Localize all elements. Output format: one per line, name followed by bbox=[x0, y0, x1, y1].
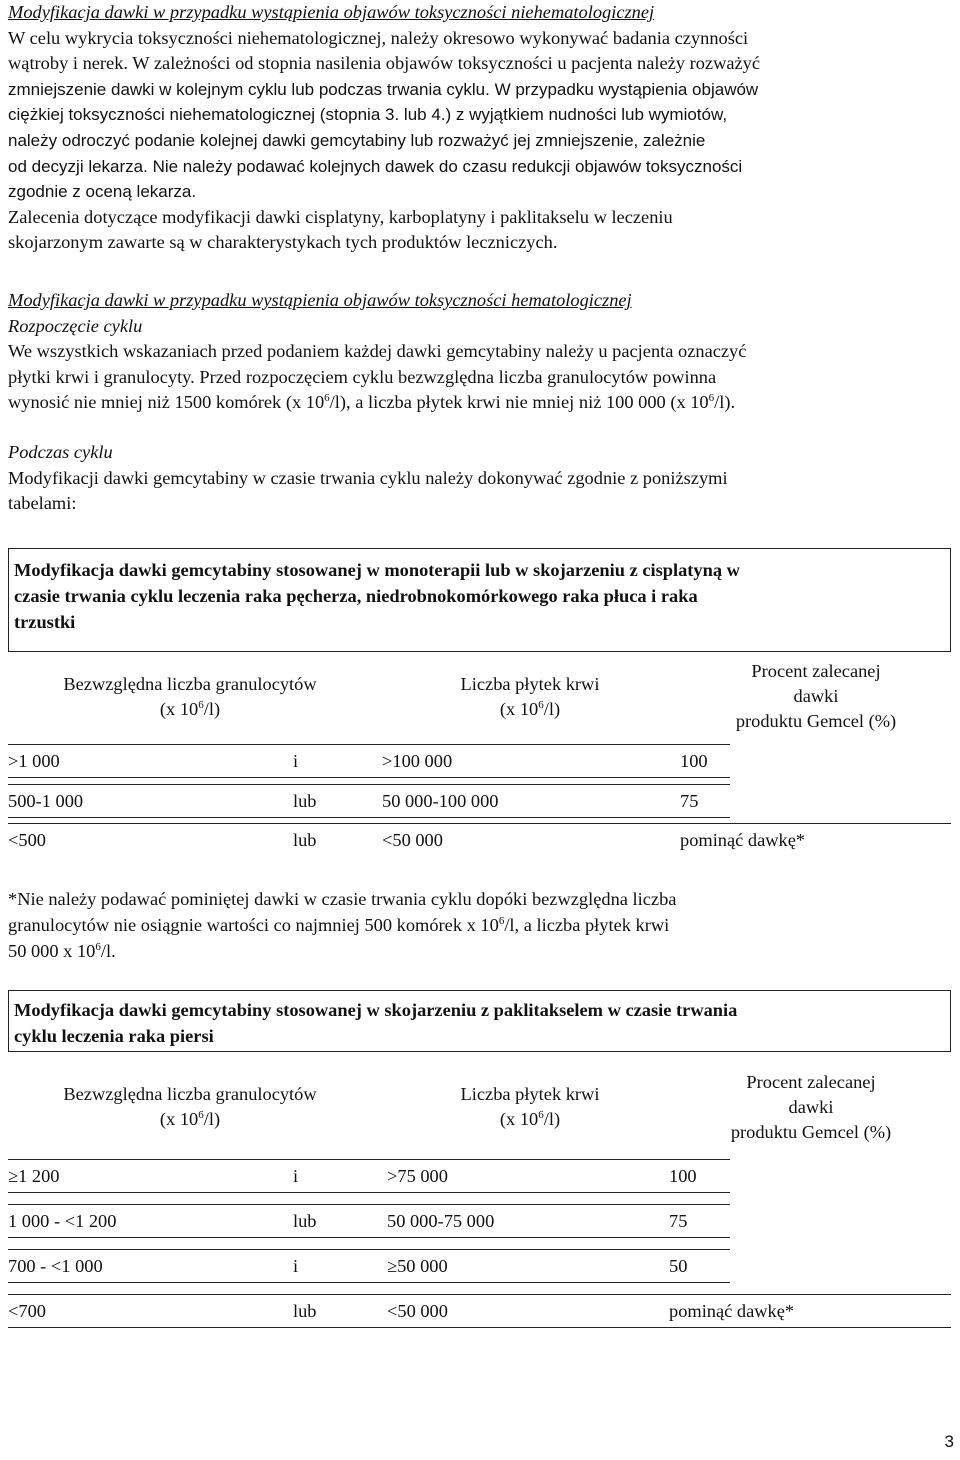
column-header-platelets bbox=[380, 672, 680, 722]
cell-operator: i bbox=[293, 1166, 299, 1186]
superscript: 6 bbox=[95, 941, 101, 953]
text-run: /l. bbox=[100, 941, 116, 961]
cell-operator: i bbox=[293, 1256, 299, 1276]
text-run: /l) bbox=[543, 1109, 561, 1129]
header-line: dawki bbox=[793, 686, 839, 706]
text-run: /l). bbox=[714, 392, 736, 413]
cell-percent: pominąć dawkę* bbox=[680, 830, 806, 850]
text-run: /l) bbox=[203, 1109, 221, 1129]
text-run: /l) bbox=[543, 699, 561, 719]
table-row bbox=[8, 1204, 730, 1238]
cell-operator: i bbox=[293, 751, 299, 771]
cell-granulocytes: 1 000 - <1 200 bbox=[8, 1211, 117, 1231]
cell-platelets: >75 000 bbox=[387, 1166, 448, 1186]
cell-granulocytes: >1 000 bbox=[8, 751, 60, 771]
cell-granulocytes: 700 - <1 000 bbox=[8, 1256, 103, 1276]
table-row bbox=[8, 823, 951, 856]
text-run: (x 10 bbox=[159, 1109, 199, 1129]
header-line: dawki bbox=[788, 1097, 834, 1117]
title-line: cyklu leczenia raka piersi bbox=[14, 1026, 214, 1046]
cell-platelets: 50 000-75 000 bbox=[387, 1211, 495, 1231]
paragraph-line: zgodnie z oceną lekarza. bbox=[8, 182, 197, 202]
header-line: Bezwzględna liczba granulocytów bbox=[63, 1084, 317, 1104]
cell-granulocytes: ≥1 200 bbox=[8, 1166, 60, 1186]
cell-platelets: >100 000 bbox=[382, 751, 453, 771]
superscript: 6 bbox=[538, 699, 544, 711]
paragraph-line: Modyfikacji dawki gemcytabiny w czasie trwania cyklu należy dokonywać zgodnie z poniższymi bbox=[8, 467, 728, 488]
text-run: /l), a liczba płytek krwi nie mniej niż 100 000 (x 10 bbox=[329, 392, 709, 413]
superscript: 6 bbox=[198, 1109, 204, 1121]
cell-percent: 100 bbox=[669, 1166, 697, 1186]
title-line: Modyfikacja dawki gemcytabiny stosowanej w skojarzeniu z paklitakselem w czasie trwania bbox=[14, 1000, 738, 1020]
paragraph-line: płytki krwi i granulocyty. Przed rozpoczęciem cyklu bezwzględna liczba granulocytów powinna bbox=[8, 366, 717, 387]
cell-platelets: ≥50 000 bbox=[387, 1256, 448, 1276]
cell-platelets: <50 000 bbox=[387, 1301, 448, 1321]
superscript: 6 bbox=[538, 1109, 544, 1121]
text-run: (x 10 bbox=[159, 699, 199, 719]
table-row bbox=[8, 1294, 951, 1328]
table1-title-box bbox=[8, 548, 951, 652]
footnote-line bbox=[8, 912, 676, 938]
title-line: trzustki bbox=[14, 612, 76, 632]
table2-title-box bbox=[8, 990, 951, 1052]
paragraph-line: należy odroczyć podanie kolejnej dawki gemcytabiny lub rozważyć jej zmniejszenie, zależnie bbox=[8, 130, 706, 150]
paragraph-line: od decyzji lekarza. Nie należy podawać kolejnych dawek do czasu redukcji objawów toksyczności bbox=[8, 156, 743, 176]
header-line: Bezwzględna liczba granulocytów bbox=[63, 674, 317, 694]
dose-table-1 bbox=[8, 650, 951, 860]
header-line: Procent zalecanej bbox=[751, 661, 881, 681]
table-row bbox=[8, 744, 730, 778]
subheading: Rozpoczęcie cyklu bbox=[8, 315, 143, 336]
text-run: 50 000 x 10 bbox=[8, 941, 96, 961]
section-heading: Modyfikacja dawki w przypadku wystąpienia objawów toksyczności hematologicznej bbox=[8, 290, 632, 310]
header-line: produktu Gemcel (%) bbox=[730, 1122, 892, 1142]
header-unit bbox=[8, 1107, 372, 1132]
header-unit bbox=[380, 697, 680, 722]
table-row bbox=[8, 1249, 730, 1283]
page-number: 3 bbox=[944, 1432, 954, 1451]
cell-operator: lub bbox=[293, 1301, 317, 1321]
footnote bbox=[8, 886, 676, 964]
cell-granulocytes: <500 bbox=[8, 830, 46, 850]
superscript: 6 bbox=[498, 915, 505, 927]
header-unit bbox=[8, 697, 372, 722]
table-row bbox=[8, 1159, 730, 1193]
section-nonhematologic bbox=[8, 0, 760, 256]
paragraph-line: wątroby i nerek. W zależności od stopnia nasilenia objawów toksyczności u pacjenta należy rozważyć bbox=[8, 53, 761, 74]
cell-operator: lub bbox=[293, 791, 317, 811]
superscript: 6 bbox=[708, 392, 715, 405]
cell-operator: lub bbox=[293, 830, 317, 850]
header-line: Liczba płytek krwi bbox=[460, 1084, 600, 1104]
cell-percent: 100 bbox=[680, 751, 708, 771]
text-run: (x 10 bbox=[499, 1109, 539, 1129]
header-line: Procent zalecanej bbox=[746, 1072, 876, 1092]
cell-percent: pominąć dawkę* bbox=[669, 1301, 795, 1321]
subheading: Podczas cyklu bbox=[8, 441, 113, 462]
header-unit bbox=[380, 1107, 680, 1132]
header-line: Liczba płytek krwi bbox=[460, 674, 600, 694]
table-title bbox=[9, 991, 950, 1049]
paragraph-line: zmniejszenie dawki w kolejnym cyklu lub podczas trwania cyklu. W przypadku wystąpienia objawów bbox=[8, 79, 759, 99]
table-row bbox=[8, 784, 730, 818]
column-header-granulocytes bbox=[8, 672, 372, 722]
superscript: 6 bbox=[198, 699, 204, 711]
title-line: Modyfikacja dawki gemcytabiny stosowanej w monoterapii lub w skojarzeniu z cisplatyną w bbox=[14, 560, 740, 580]
text-run: /l) bbox=[203, 699, 221, 719]
footnote-line: *Nie należy podawać pominiętej dawki w czasie trwania cyklu dopóki bezwzględna liczba bbox=[8, 889, 677, 909]
text-run: /l, a liczba płytek krwi bbox=[504, 915, 670, 935]
text-run: granulocytów nie osiągnie wartości co najmniej 500 komórek x 10 bbox=[8, 915, 499, 935]
paragraph-line bbox=[8, 390, 746, 416]
title-line: czasie trwania cyklu leczenia raka pęcherza, niedrobnokomórkowego raka płuca i raka bbox=[14, 586, 698, 606]
cell-platelets: 50 000-100 000 bbox=[382, 791, 499, 811]
cell-percent: 75 bbox=[669, 1211, 688, 1231]
text-run: wynosić nie mniej niż 1500 komórek (x 10 bbox=[8, 392, 325, 413]
column-header-granulocytes bbox=[8, 1082, 372, 1132]
paragraph-line: W celu wykrycia toksyczności niehematologicznej, należy okresowo wykonywać badania czynności bbox=[8, 27, 749, 48]
column-header-percent bbox=[680, 1070, 942, 1145]
column-header-percent bbox=[680, 659, 952, 734]
paragraph-line: We wszystkich wskazaniach przed podaniem każdej dawki gemcytabiny należy u pacjenta oznaczyć bbox=[8, 341, 747, 362]
text-run: (x 10 bbox=[499, 699, 539, 719]
paragraph-line: ciężkiej toksyczności niehematologicznej (stopnia 3. lub 4.) z wyjątkiem nudności lub wymiotów, bbox=[8, 105, 728, 125]
cell-percent: 75 bbox=[680, 791, 699, 811]
header-line: produktu Gemcel (%) bbox=[735, 711, 897, 731]
cell-granulocytes: <700 bbox=[8, 1301, 46, 1321]
superscript: 6 bbox=[324, 392, 330, 405]
paragraph-line: tabelami: bbox=[8, 493, 77, 514]
dose-table-2 bbox=[8, 1058, 951, 1340]
cell-operator: lub bbox=[293, 1211, 317, 1231]
table-title bbox=[9, 549, 950, 635]
section-heading: Modyfikacja dawki w przypadku wystąpienia objawów toksyczności niehematologicznej bbox=[8, 2, 655, 22]
column-header-platelets bbox=[380, 1082, 680, 1132]
cell-percent: 50 bbox=[669, 1256, 688, 1276]
paragraph-line: Zalecenia dotyczące modyfikacji dawki cisplatyny, karboplatyny i paklitakselu w leczeniu bbox=[8, 206, 673, 227]
section-hematologic bbox=[8, 288, 746, 517]
paragraph-line: skojarzonym zawarte są w charakterystykach tych produktów leczniczych. bbox=[8, 232, 558, 253]
footnote-line bbox=[8, 938, 676, 964]
cell-granulocytes: 500-1 000 bbox=[8, 791, 84, 811]
cell-platelets: <50 000 bbox=[382, 830, 443, 850]
